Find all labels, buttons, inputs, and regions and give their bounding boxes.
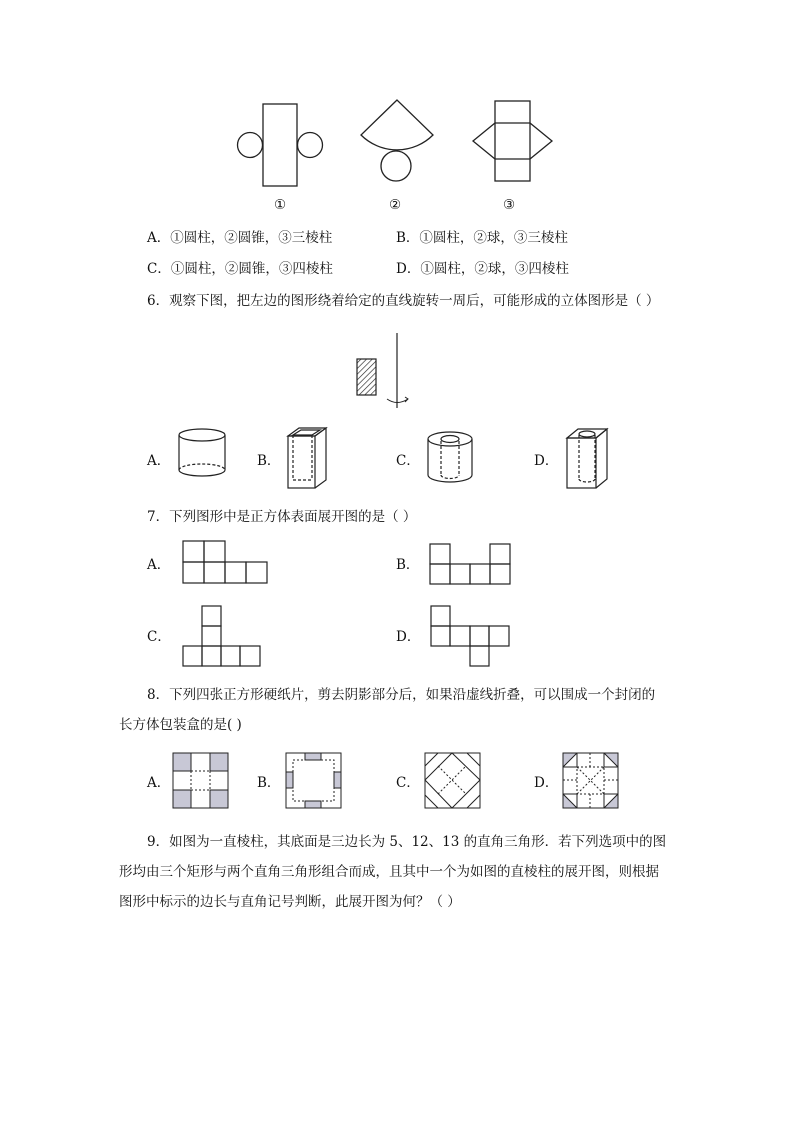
- q5-figure-label-2: ②: [389, 197, 402, 213]
- q8-question-line-2: 长方体包装盒的是( ): [119, 717, 242, 733]
- hollow-cylinder-solid: [423, 428, 479, 486]
- q5-option-b: B．①圆柱，②球，③三棱柱: [396, 230, 568, 246]
- q6-option-b-label: B．: [257, 453, 281, 469]
- q9-line-3: 图形中标示的边长与直角记号判断，此展开图为何？（ ）: [119, 894, 461, 910]
- q8-option-b-label: B．: [257, 775, 281, 791]
- hatched-rectangle: [357, 359, 376, 395]
- q8-option-c-card: [424, 752, 482, 810]
- q5-figure-label-1: ①: [274, 197, 287, 213]
- cylinder-solid: [175, 424, 231, 480]
- hollow-box-solid: [282, 422, 332, 492]
- cylinder-net: [238, 104, 323, 186]
- q7-option-d-net: [430, 605, 520, 670]
- q9-line-2: 形均由三个矩形与两个直角三角形组合而成，且其中一个为如图的直棱柱的展开图，则根据: [119, 864, 659, 880]
- q8-option-c-label: C．: [396, 775, 420, 791]
- q6-option-c-label: C．: [396, 453, 420, 469]
- q6-option-b-solid: [282, 422, 332, 492]
- q6-option-d-solid: [563, 424, 613, 494]
- q6-question: 6．观察下图，把左边的图形绕着给定的直线旋转一周后，可能形成的立体图形是（ ）: [147, 293, 660, 309]
- q7-question: 7．下列图形中是正方体表面展开图的是（ ）: [147, 509, 417, 525]
- q8-option-d-card: [562, 752, 620, 810]
- q7-option-c-label: C．: [147, 629, 171, 645]
- box-with-cylinder-hole-solid: [563, 424, 613, 494]
- q6-option-d-label: D．: [534, 453, 559, 469]
- q7-option-b-label: B．: [396, 557, 420, 573]
- q5-option-c: C．①圆柱，②圆锥，③四棱柱: [147, 261, 333, 277]
- q7-option-a-net: [182, 540, 272, 585]
- q7-option-a-label: A．: [147, 557, 171, 573]
- q9-line-1: 9．如图为一直棱柱，其底面是三边长为 5、12、13 的直角三角形．若下列选项中的图: [147, 834, 667, 850]
- q6-option-a-label: A．: [147, 453, 171, 469]
- q8-option-a-label: A．: [147, 775, 171, 791]
- prism-net: [473, 101, 552, 181]
- q8-option-a-card: [172, 752, 230, 810]
- q5-option-a: A．①圆柱，②圆锥，③三棱柱: [147, 230, 333, 246]
- q6-rotation-figure: [350, 330, 430, 415]
- q8-option-d-label: D．: [534, 775, 559, 791]
- q8-option-b-card: [285, 752, 343, 810]
- q7-option-d-label: D．: [396, 629, 421, 645]
- cone-net: [361, 100, 433, 181]
- q5-option-d: D．①圆柱，②球，③四棱柱: [396, 261, 569, 277]
- q8-question-line-1: 8．下列四张正方形硬纸片，剪去阴影部分后，如果沿虚线折叠，可以围成一个封闭的: [147, 687, 656, 703]
- q7-option-b-net: [429, 543, 519, 588]
- q6-option-c-solid: [423, 428, 479, 486]
- q5-figure-label-3: ③: [503, 197, 516, 213]
- q6-option-a-solid: [175, 424, 231, 480]
- q7-option-c-net: [182, 605, 272, 670]
